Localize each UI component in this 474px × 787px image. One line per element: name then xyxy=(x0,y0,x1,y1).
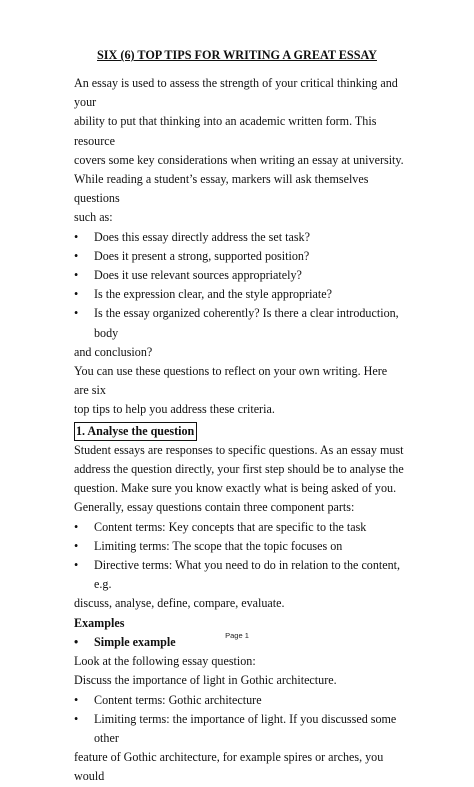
section-heading-wrapper xyxy=(74,420,404,441)
section-paragraph-line: Generally, essay questions contain three component parts: xyxy=(74,500,355,515)
intro-paragraph-line: ability to put that thinking into an academic written form. This resource xyxy=(74,114,377,148)
section-paragraph-line: Student essays are responses to specific questions. As an essay must xyxy=(74,442,404,457)
bullet-icon: • xyxy=(74,538,79,553)
question-bullet xyxy=(74,247,404,266)
intro-paragraph-line: covers some key considerations when writing an essay at university. xyxy=(74,152,404,167)
examples-heading: Examples xyxy=(74,615,125,630)
question-continuation: and conclusion? xyxy=(74,344,153,359)
component-text: Directive terms: What you need to do in relation to the content, e.g. xyxy=(94,558,401,592)
example-bullet xyxy=(74,691,404,710)
question-bullet xyxy=(74,266,404,285)
bullet-icon: • xyxy=(74,306,79,321)
essay-question-line: Discuss the importance of light in Gothic architecture. xyxy=(74,673,337,688)
example-text: Limiting terms: the importance of light. If you discussed some other xyxy=(94,711,397,745)
bullet-icon: • xyxy=(74,692,79,707)
bullet-icon: • xyxy=(74,268,79,283)
intro-paragraph-line: such as: xyxy=(74,210,113,225)
bullet-icon: • xyxy=(74,229,79,244)
bullet-icon: • xyxy=(74,711,79,726)
component-bullet xyxy=(74,537,404,556)
question-text: Does it present a strong, supported position? xyxy=(94,248,310,263)
question-text: Is the expression clear, and the style appropriate? xyxy=(94,287,332,302)
component-continuation: discuss, analyse, define, compare, evaluate. xyxy=(74,596,285,611)
component-bullet xyxy=(74,518,404,537)
component-bullet xyxy=(74,556,404,594)
document-body xyxy=(74,74,404,787)
document-title: SIX (6) TOP TIPS FOR WRITING A GREAT ESSAY xyxy=(97,48,377,62)
outro-line: You can use these questions to reflect on your own writing. Here are six xyxy=(74,364,388,398)
question-bullet xyxy=(74,304,404,342)
intro-paragraph-line: While reading a student’s essay, markers will ask themselves questions xyxy=(74,172,369,206)
bullet-icon: • xyxy=(74,519,79,534)
bullet-icon: • xyxy=(74,287,79,302)
question-text: Is the essay organized coherently? Is there a clear introduction, body xyxy=(94,306,399,340)
question-bullet xyxy=(74,285,404,304)
section-heading: 1. Analyse the question xyxy=(74,422,197,441)
section-paragraph-line: question. Make sure you know exactly what is being asked of you. xyxy=(74,481,397,496)
example-continuation: feature of Gothic architecture, for example spires or arches, you would xyxy=(74,750,384,784)
question-text: Does it use relevant sources appropriately? xyxy=(94,268,302,283)
look-line: Look at the following essay question: xyxy=(74,654,256,669)
example-text: Content terms: Gothic architecture xyxy=(94,692,262,707)
bullet-icon: • xyxy=(74,248,79,263)
section-paragraph-line: address the question directly, your first step should be to analyse the xyxy=(74,462,404,477)
bullet-icon: • xyxy=(74,558,79,573)
outro-line: top tips to help you address these criteria. xyxy=(74,402,275,417)
question-text: Does this essay directly address the set task? xyxy=(94,229,310,244)
example-bullet xyxy=(74,710,404,748)
component-text: Limiting terms: The scope that the topic focuses on xyxy=(94,538,343,553)
component-text: Content terms: Key concepts that are specific to the task xyxy=(94,519,367,534)
simple-example-heading: Simple example xyxy=(94,634,176,649)
intro-paragraph-line: An essay is used to assess the strength of your critical thinking and your xyxy=(74,76,398,110)
bullet-icon: • xyxy=(74,634,79,649)
question-bullet xyxy=(74,228,404,247)
page-number: Page 1 xyxy=(225,631,249,640)
